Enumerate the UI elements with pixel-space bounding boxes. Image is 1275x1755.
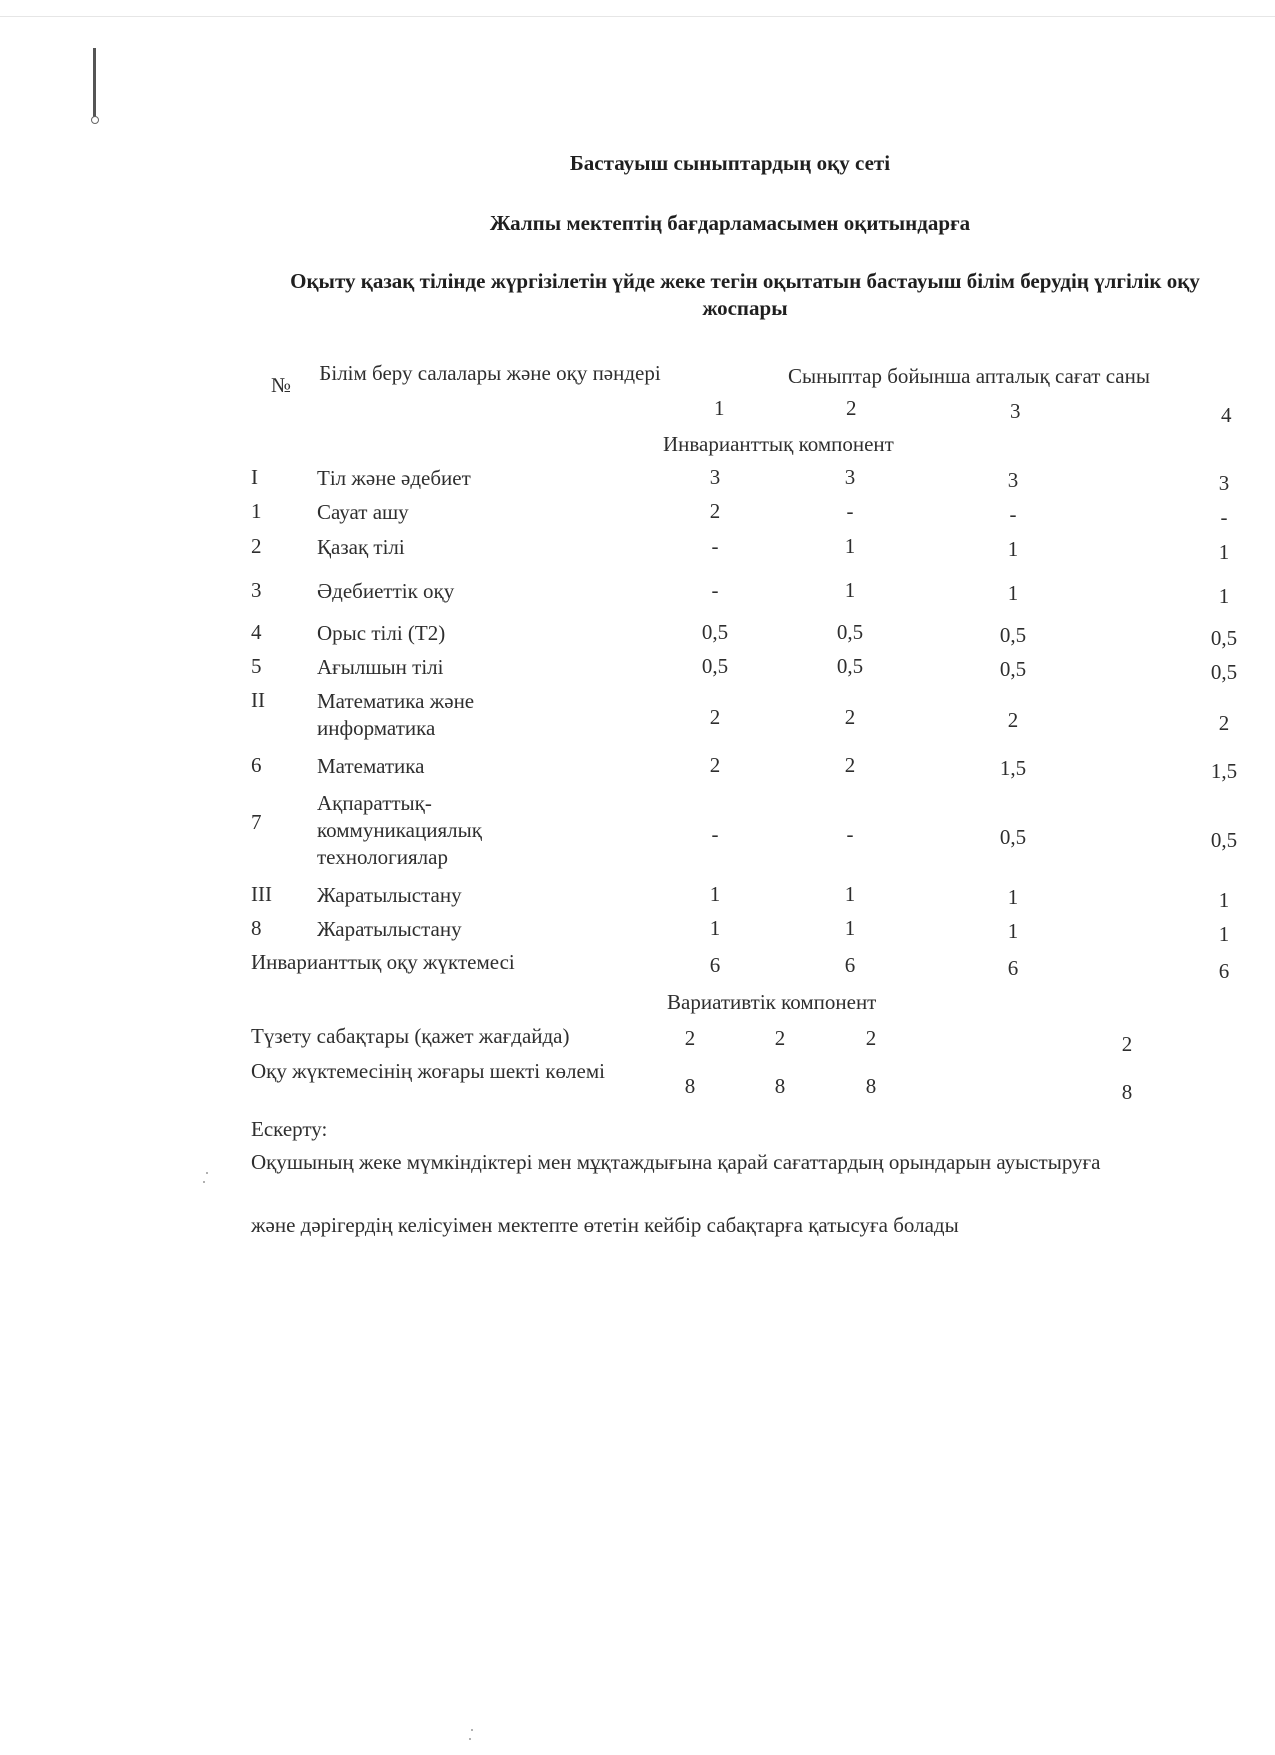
row-subject: Ақпараттық-коммуникациялық технологиялар [317,791,482,869]
row-value-grade-2: - [846,499,854,523]
row-subject: Орыс тілі (Т2) [317,621,446,645]
invariant-total-grade-1: 6 [709,953,721,977]
row-value-grade-4: 0,5 [1210,660,1238,684]
variative-value-grade-3: 2 [865,1026,877,1050]
col-subject-header: Білім беру салалары және оқу пәндері [319,361,661,385]
variative-value-grade-3: 8 [865,1074,877,1098]
row-subject: Сауат ашу [317,500,409,524]
note-line-1: Оқушының жеке мүмкіндіктері мен мұқтаждығына қарай сағаттардың орындарын ауыстыруға [251,1150,1101,1174]
row-value-grade-1: - [711,534,719,558]
row-value-grade-3: 1 [1007,885,1019,909]
row-value-grade-4: 1 [1218,540,1230,564]
variative-row-label: Оқу жүктемесінің жоғары шекті көлемі [251,1059,605,1083]
row-number: III [251,882,272,906]
row-subject: Тіл және әдебиет [317,466,471,490]
variative-value-grade-4: 8 [1121,1080,1133,1104]
row-subject: Қазақ тілі [317,535,405,559]
variative-value-grade-2: 8 [774,1074,786,1098]
row-number: 8 [251,916,262,940]
note-label: Ескерту: [251,1117,328,1141]
row-value-grade-3: 2 [1007,708,1019,732]
section-variative: Вариативтік компонент [667,990,877,1014]
row-value-grade-3: 0,5 [999,657,1027,681]
grade-header-1: 1 [714,396,725,420]
row-value-grade-4: 3 [1218,471,1230,495]
row-number: 3 [251,578,262,602]
scan-edge-line [0,16,1275,17]
section-invariant: Инварианттық компонент [663,432,894,456]
row-value-grade-4: 2 [1218,711,1230,735]
row-value-grade-4: 1 [1218,888,1230,912]
grade-header-3: 3 [1010,399,1021,423]
row-value-grade-2: 1 [844,534,856,558]
row-subject: Математика [317,754,425,778]
row-value-grade-1: 2 [709,753,721,777]
row-number: I [251,465,258,489]
invariant-total-grade-4: 6 [1218,959,1230,983]
variative-row-label: Түзету сабақтары (қажет жағдайда) [251,1024,570,1048]
row-number: 4 [251,620,262,644]
row-value-grade-4: 0,5 [1210,626,1238,650]
row-number: 6 [251,753,262,777]
grade-header-2: 2 [846,396,857,420]
row-value-grade-3: 3 [1007,468,1019,492]
row-subject: Әдебиеттік оқу [317,579,455,603]
row-value-grade-2: 2 [844,753,856,777]
row-subject: Жаратылыстану [317,917,462,941]
row-subject: Математика және информатика [317,689,475,740]
row-value-grade-3: 0,5 [999,623,1027,647]
row-number: II [251,688,265,712]
variative-value-grade-1: 2 [684,1026,696,1050]
row-value-grade-4: 1 [1218,922,1230,946]
grade-header-4: 4 [1221,403,1232,427]
row-value-grade-1: 2 [709,705,721,729]
row-value-grade-1: 2 [709,499,721,523]
row-value-grade-3: 1 [1007,919,1019,943]
col-number-header: № [271,373,292,397]
row-value-grade-1: 3 [709,465,721,489]
note-line-2: және дәрігердің келісуімен мектепте өтетін кейбір сабақтарға қатысуға болады [251,1213,959,1237]
variative-value-grade-4: 2 [1121,1032,1133,1056]
row-subject: Жаратылыстану [317,883,462,907]
row-value-grade-4: 1,5 [1210,759,1238,783]
row-value-grade-2: 0,5 [836,620,864,644]
row-value-grade-1: 1 [709,916,721,940]
row-value-grade-1: 0,5 [701,620,729,644]
staple-mark [93,48,96,120]
row-subject: Ағылшын тілі [317,655,444,679]
scan-speck [206,1172,208,1174]
row-number: 7 [251,810,262,834]
row-value-grade-2: 1 [844,916,856,940]
row-value-grade-4: 1 [1218,584,1230,608]
row-value-grade-1: 0,5 [701,654,729,678]
row-value-grade-2: 3 [844,465,856,489]
row-value-grade-4: 0,5 [1210,828,1238,852]
document-subtitle: Жалпы мектептің бағдарламасымен оқитындарға [489,211,971,235]
row-number: 2 [251,534,262,558]
invariant-total-label: Инварианттық оқу жүктемесі [251,950,515,974]
scan-speck [471,1729,473,1731]
document-title: Бастауыш сыныптардың оқу сеті [569,151,891,175]
row-number: 5 [251,654,262,678]
row-value-grade-1: - [711,578,719,602]
row-value-grade-3: 1 [1007,537,1019,561]
row-value-grade-1: - [711,822,719,846]
row-value-grade-2: 0,5 [836,654,864,678]
row-value-grade-2: - [846,822,854,846]
row-value-grade-2: 2 [844,705,856,729]
row-value-grade-3: - [1009,502,1017,526]
row-value-grade-2: 1 [844,578,856,602]
row-value-grade-3: 1 [1007,581,1019,605]
scan-speck [203,1181,205,1183]
row-value-grade-1: 1 [709,882,721,906]
invariant-total-grade-3: 6 [1007,956,1019,980]
scan-speck [469,1738,471,1740]
variative-value-grade-1: 8 [684,1074,696,1098]
plan-title: Оқыту қазақ тілінде жүргізілетін үйде жеке тегін оқытатын бастауыш білім берудің үлгілік оқу жоспары [290,269,1200,320]
invariant-total-grade-2: 6 [844,953,856,977]
col-hours-header: Сыныптар бойынша апталық сағат саны [788,364,1150,388]
row-value-grade-3: 0,5 [999,825,1027,849]
variative-value-grade-2: 2 [774,1026,786,1050]
row-number: 1 [251,499,262,523]
row-value-grade-4: - [1220,505,1228,529]
row-value-grade-3: 1,5 [999,756,1027,780]
row-value-grade-2: 1 [844,882,856,906]
